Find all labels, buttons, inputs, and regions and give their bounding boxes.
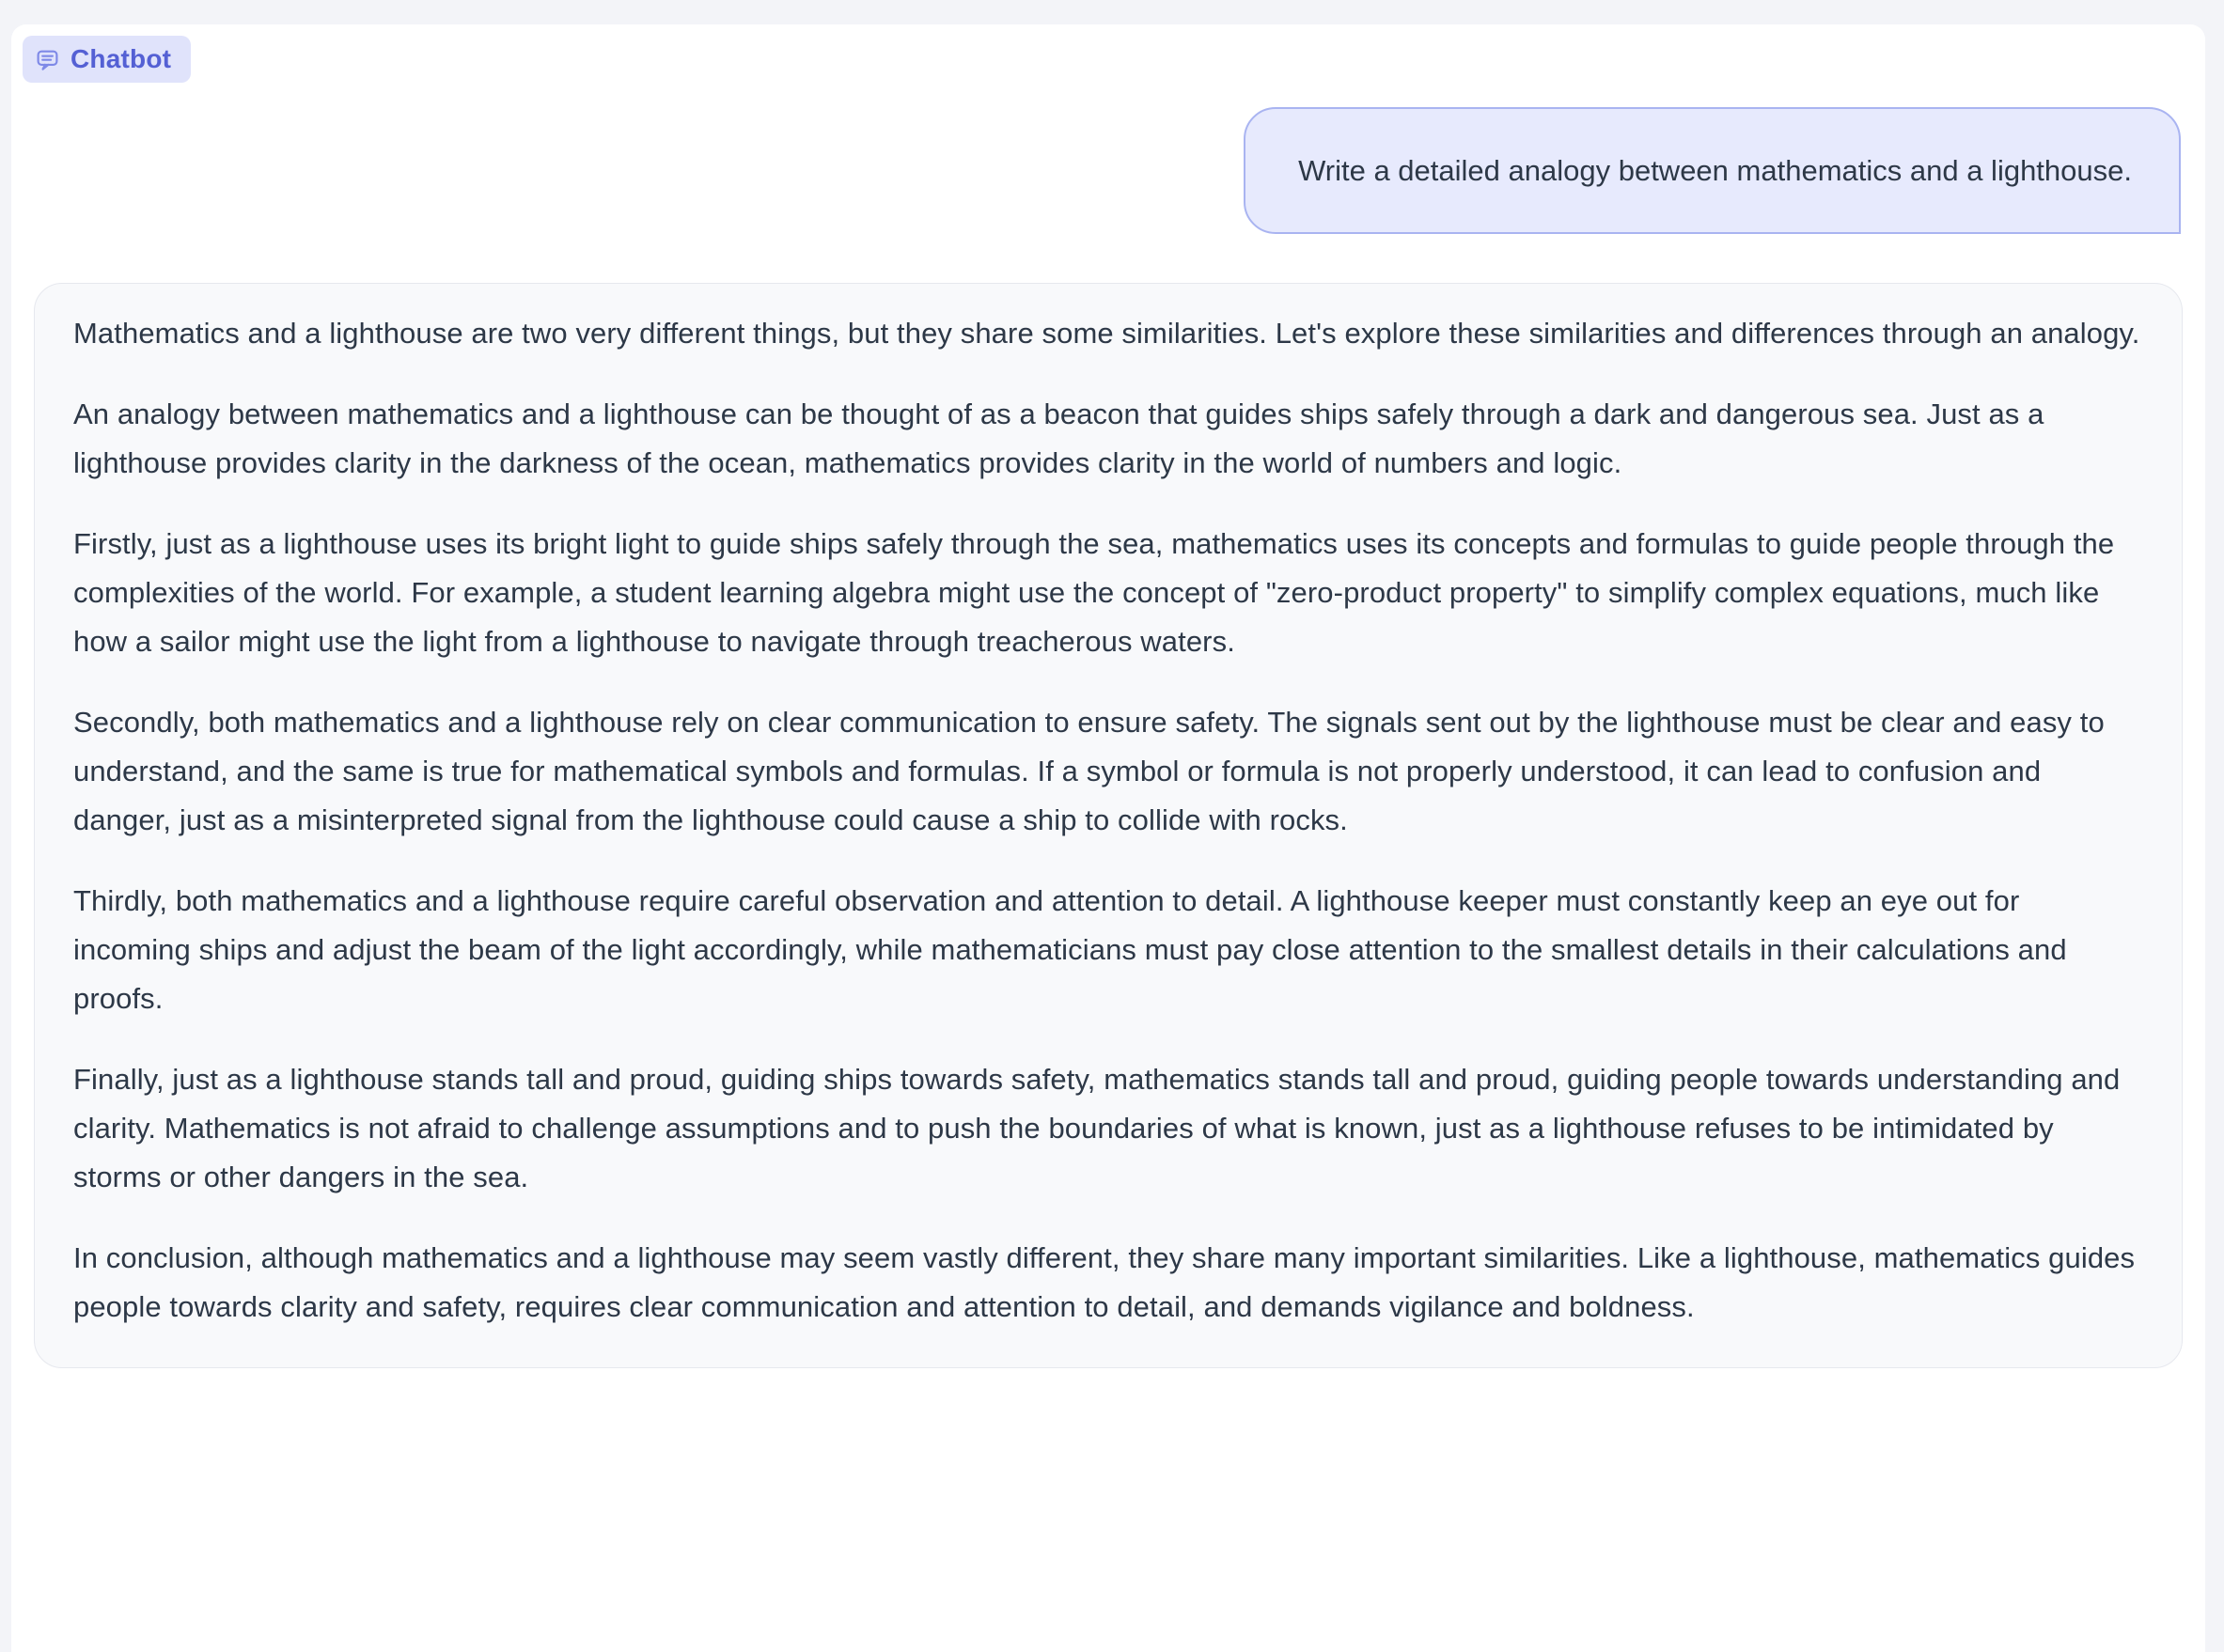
chatbot-component bbox=[11, 24, 2205, 1652]
chatbot-label-text: Chatbot bbox=[70, 44, 172, 73]
bot-paragraph: An analogy between mathematics and a lighthouse can be thought of as a beacon that guides ships safely through a dark and dangerous sea. Just as a lighthouse provides clarity in the darkness of the ocean, mathematics provides clarity in the world of numbers and logic. bbox=[73, 397, 2044, 479]
bot-message bbox=[34, 283, 2183, 1368]
user-message-row bbox=[23, 107, 2181, 234]
bot-paragraph: Mathematics and a lighthouse are two very different things, but they share some similarities. Let's explore these similarities and differences through an analogy. bbox=[73, 317, 2140, 350]
chatbot-label bbox=[23, 36, 191, 83]
user-message bbox=[1244, 107, 2181, 234]
bot-paragraph: Firstly, just as a lighthouse uses its bright light to guide ships safely through the sea, mathematics uses its concepts and formulas to guide people through the complexities of the world. For example, a student learning algebra might use the concept of "zero-product property" to simplify complex equations, much like how a sailor might use the light from a lighthouse to navigate through treacherous waters. bbox=[73, 527, 2115, 658]
bot-paragraph: Finally, just as a lighthouse stands tall and proud, guiding ships towards safety, mathematics stands tall and proud, guiding people towards understanding and clarity. Mathematics is not afraid to challenge assumptions and to push the boundaries of what is known, just as a lighthouse refuses to be intimidated by storms or other dangers in the sea. bbox=[73, 1063, 2121, 1193]
bot-paragraph: Thirdly, both mathematics and a lighthouse require careful observation and attention to detail. A lighthouse keeper must constantly keep an eye out for incoming ships and adjust the beam of the light accordingly, while mathematicians must pay close attention to the smallest details in their calculations and proofs. bbox=[73, 884, 2067, 1015]
bot-paragraph: Secondly, both mathematics and a lighthouse rely on clear communication to ensure safety. The signals sent out by the lighthouse must be clear and easy to understand, and the same is true for mathematical symbols and formulas. If a symbol or formula is not properly understood, it can lead to confusion and danger, just as a misinterpreted signal from the lighthouse could cause a ship to collide with rocks. bbox=[73, 706, 2105, 836]
user-message-text: Write a detailed analogy between mathematics and a lighthouse. bbox=[1298, 153, 2132, 187]
chat-bubble-icon bbox=[35, 47, 60, 72]
bot-paragraph: In conclusion, although mathematics and a lighthouse may seem vastly different, they share many important similarities. Like a lighthouse, mathematics guides people towards clarity and safety, requires clear communication and attention to detail, and demands vigilance and boldness. bbox=[73, 1241, 2136, 1323]
